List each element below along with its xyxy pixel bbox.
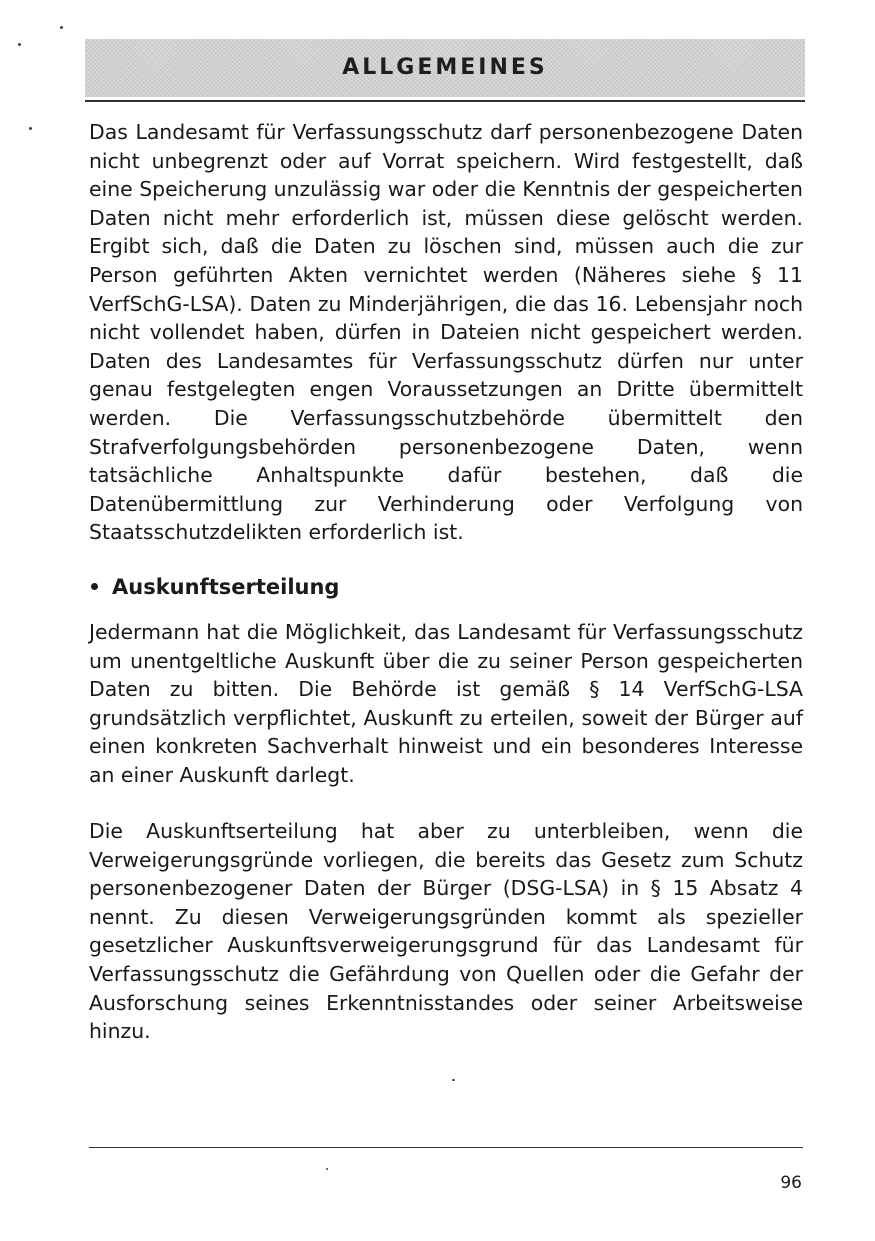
scan-speck — [18, 43, 21, 46]
scan-speck — [29, 127, 32, 130]
paragraph-information-right: Jedermann hat die Möglichkeit, das Landesamt für Verfassungsschutz um unentgeltliche Auskunft über die zu seiner Person gespeicherten Daten zu bitten. Die Behörde ist gemäß § 14 VerfSchG-LSA grundsätzlich verpflichtet, Auskunft zu erteilen, soweit der Bürger auf einen konkreten Sachverhalt hinweist und ein besonderes Interesse an einer Auskunft darlegt. — [89, 620, 803, 787]
page-number: 96 — [780, 1173, 802, 1193]
subheading-text: Auskunftserteilung — [112, 575, 340, 599]
bullet-icon — [91, 583, 98, 590]
section-title: ALLGEMEINES — [342, 55, 548, 80]
subheading — [89, 572, 339, 602]
scan-speck — [452, 1079, 455, 1081]
scan-speck — [60, 26, 63, 29]
paragraph-refusal-grounds: Die Auskunftserteilung hat aber zu unterbleiben, wenn die Verweigerungsgründe vorliegen, die bereits das Gesetz zum Schutz personenbezogener Daten der Bürger (DSG-LSA) in § 15 Absatz 4 nennt. Zu diesen Verweigerungsgründen kommt als spezieller gesetzlicher Auskunftsverweigerungsgrund für das Landesamt für Verfassungsschutz die Gefährdung von Quellen oder die Gefahr der Ausforschung seines Erkenntnisstandes oder seiner Arbeitsweise hinzu. — [89, 819, 803, 1044]
paragraph-data-retention: Das Landesamt für Verfassungsschutz darf personenbezogene Daten nicht unbegrenzt oder auf Vorrat speichern. Wird festgestellt, daß eine Speicherung unzulässig war oder die Kenntnis der gespeicherten Daten nicht mehr erforderlich ist, müssen diese gelöscht werden. Ergibt sich, daß die Daten zu löschen sind, müssen auch die zur Person geführten Akten vernichtet werden (Näheres siehe § 11 VerfSchG-LSA). Daten zu Minderjährigen, die das 16. Lebensjahr noch nicht vollendet haben, dürfen in Dateien nicht gespeichert werden. Daten des Landesamtes für Verfassungsschutz dürfen nur unter genau festgelegten engen Voraussetzungen an Dritte übermittelt werden. Die Verfassungsschutzbehörde übermittelt den Strafverfolgungsbehörden personenbezogene Daten, wenn tatsächliche Anhaltspunkte dafür bestehen, daß die Datenübermittlung zur Verhinderung oder Verfolgung von Staatsschutzdelikten erforderlich ist. — [89, 120, 803, 545]
scan-speck — [326, 1168, 328, 1170]
footer-rule — [89, 1147, 803, 1148]
header-rule — [85, 100, 805, 102]
